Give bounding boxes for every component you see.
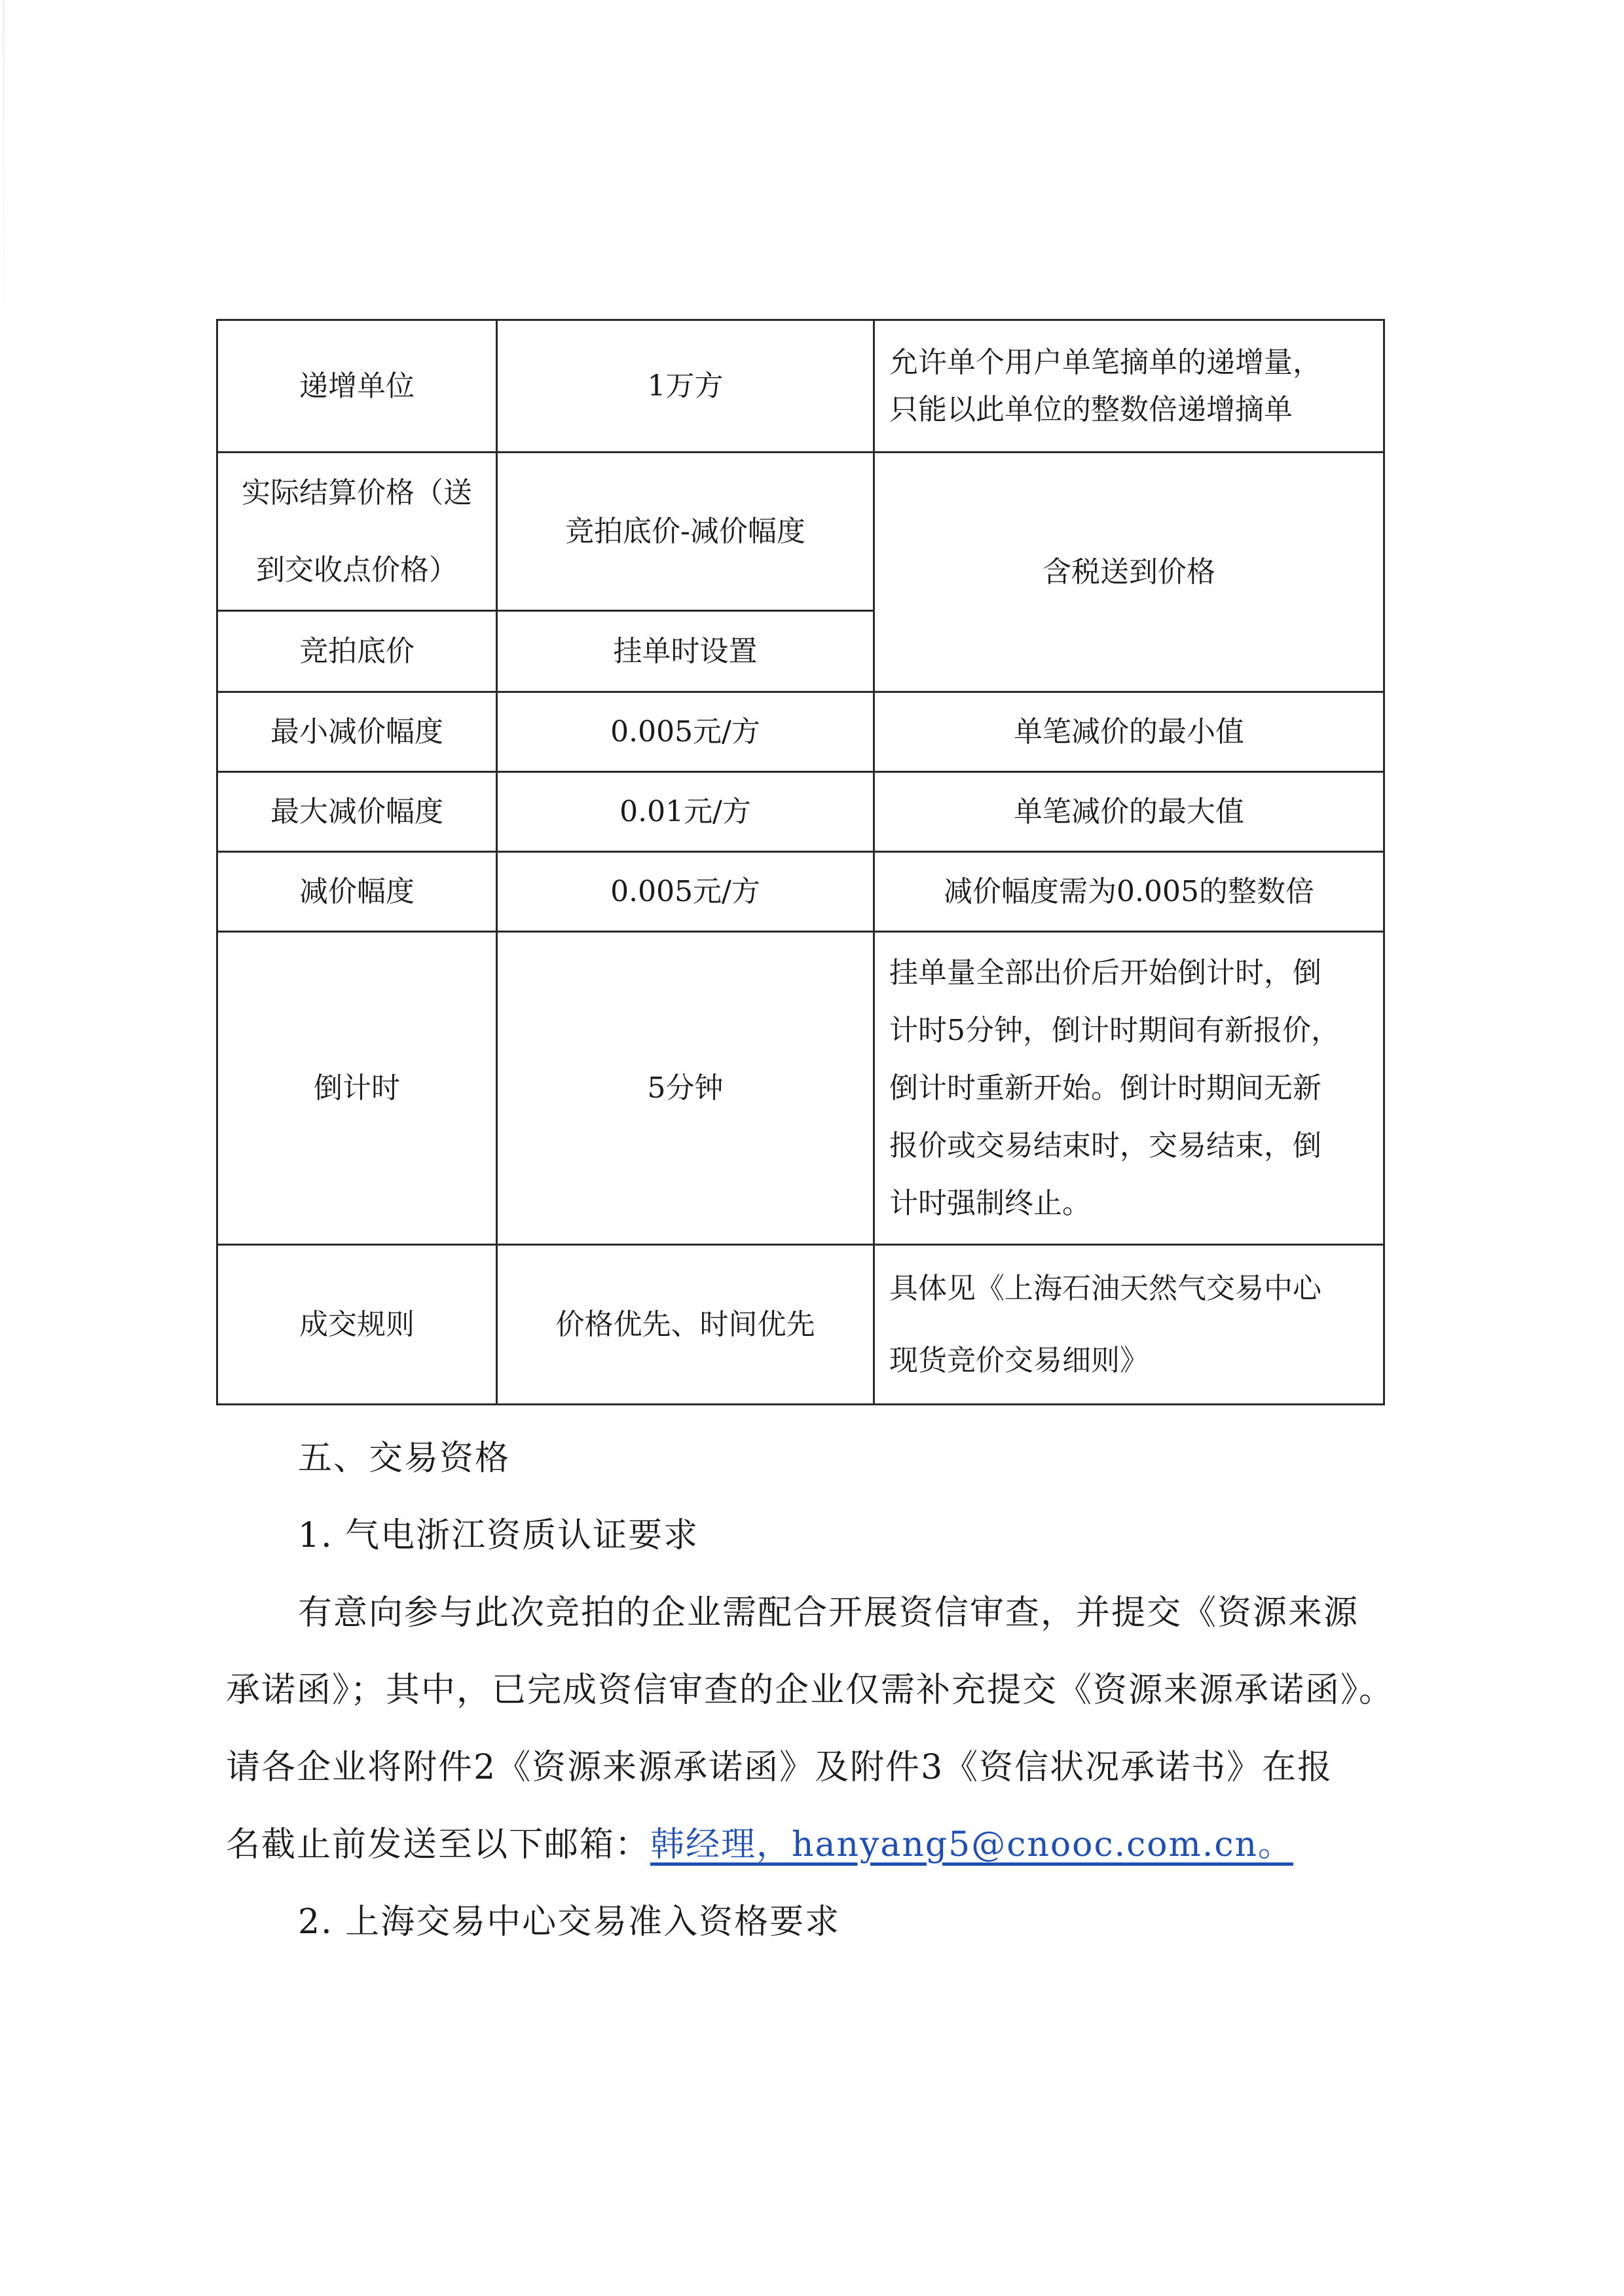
row-value: 0.005元/方 (497, 852, 874, 932)
note-line: 倒计时重新开始。倒计时期间无新 (889, 1071, 1321, 1105)
body-section (226, 1420, 1418, 1961)
row-label (217, 453, 497, 611)
item-1-title: 1. 气电浙江资质认证要求 (298, 1516, 699, 1555)
row-label: 递增单位 (217, 320, 497, 453)
note-line: 允许单个用户单笔摘单的递增量， (889, 345, 1321, 379)
paragraph-line: 请各企业将附件2《资源来源承诺函》及附件3《资信状况承诺书》在报 (226, 1748, 1333, 1787)
email-link[interactable]: 韩经理，hanyang5@cnooc.com.cn。 (650, 1825, 1293, 1864)
section-title: 五、交易资格 (298, 1439, 511, 1478)
row-note: 单笔减价的最大值 (874, 772, 1384, 852)
label-line: 到交收点价格） (256, 553, 458, 587)
label-line: 实际结算价格（送 (242, 475, 472, 509)
row-label: 最小减价幅度 (217, 692, 497, 772)
row-note: 单笔减价的最小值 (874, 692, 1384, 772)
table-row (217, 320, 1384, 453)
row-label: 倒计时 (217, 932, 497, 1245)
note-line: 只能以此单位的整数倍递增摘单 (889, 392, 1293, 426)
row-label: 成交规则 (217, 1245, 497, 1405)
row-value: 竞拍底价-减价幅度 (497, 453, 874, 611)
paragraph-line: 有意向参与此次竞拍的企业需配合开展资信审查，并提交《资源来源 (298, 1593, 1359, 1633)
row-label: 减价幅度 (217, 852, 497, 932)
row-note (874, 1245, 1384, 1405)
table-row (217, 453, 1384, 611)
note-line: 计时5分钟，倒计时期间有新报价， (889, 1013, 1340, 1047)
table-row (217, 852, 1384, 932)
note-line: 具体见《上海石油天然气交易中心 (889, 1271, 1321, 1305)
scan-edge-shadow (3, 0, 5, 341)
row-note (874, 320, 1384, 453)
merged-note: 含税送到价格 (874, 453, 1384, 692)
row-value: 5分钟 (497, 932, 874, 1245)
row-label: 最大减价幅度 (217, 772, 497, 852)
trading-rules-table (216, 319, 1385, 1405)
table-row (217, 772, 1384, 852)
row-value: 挂单时设置 (497, 611, 874, 692)
row-value: 价格优先、时间优先 (497, 1245, 874, 1405)
note-line: 报价或交易结束时，交易结束，倒 (889, 1128, 1321, 1162)
row-value: 0.005元/方 (497, 692, 874, 772)
item-2-title: 2. 上海交易中心交易准入资格要求 (298, 1902, 841, 1942)
row-value: 0.01元/方 (497, 772, 874, 852)
table-row (217, 932, 1384, 1245)
paragraph-line (226, 1806, 1418, 1883)
note-line: 挂单量全部出价后开始倒计时，倒 (889, 955, 1321, 990)
note-line: 现货竞价交易细则》 (889, 1343, 1149, 1377)
table-row (217, 1245, 1384, 1405)
row-note: 减价幅度需为0.005的整数倍 (874, 852, 1384, 932)
row-value: 1万方 (497, 320, 874, 453)
table-row (217, 692, 1384, 772)
note-line: 计时强制终止。 (889, 1186, 1091, 1220)
row-label: 竞拍底价 (217, 611, 497, 692)
paragraph-line: 承诺函》；其中，已完成资信审查的企业仅需补充提交《资源来源承诺函》。 (226, 1671, 1395, 1710)
row-note (874, 932, 1384, 1245)
email-prefix: 名截止前发送至以下邮箱： (226, 1825, 651, 1864)
